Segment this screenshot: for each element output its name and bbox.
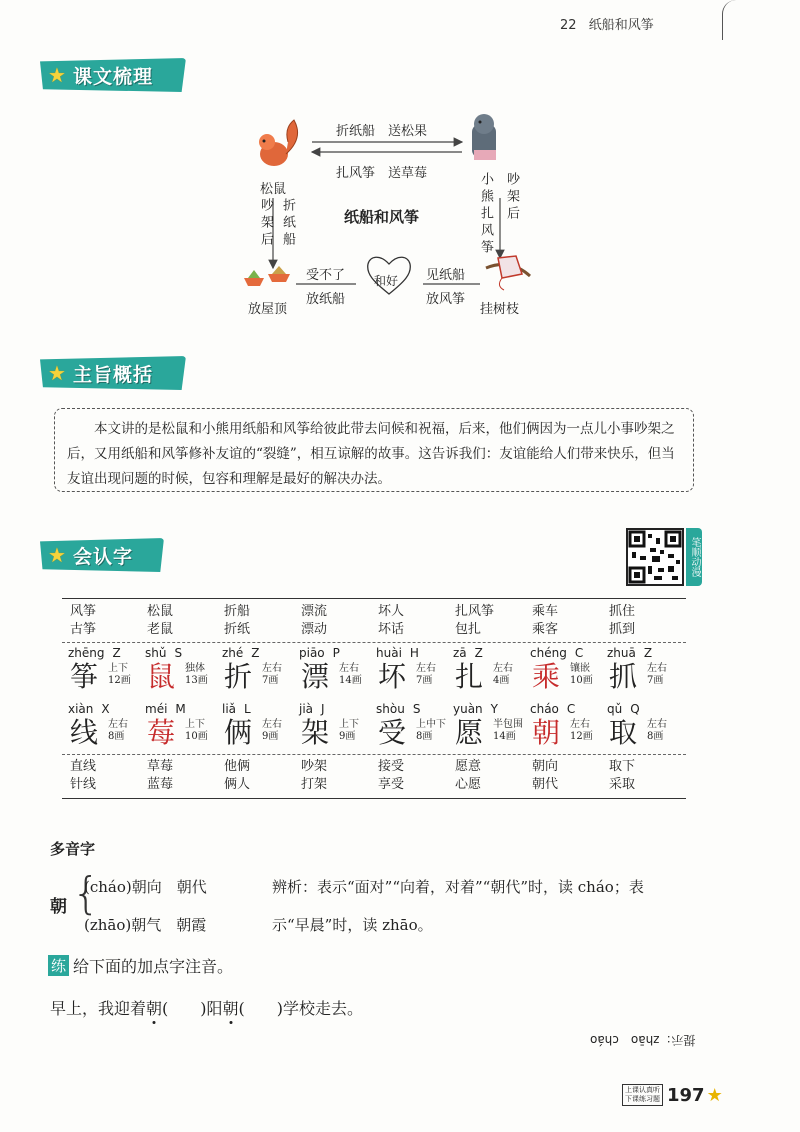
character: 折	[224, 660, 253, 693]
character: 扎	[455, 660, 484, 693]
polyphone-char: 朝	[50, 897, 67, 917]
character-card	[220, 702, 297, 756]
answer-blank-1[interactable]: ( )阳	[162, 999, 223, 1018]
word: 接受	[378, 759, 405, 774]
table-divider	[62, 642, 686, 643]
structure-info: 独体 13画	[185, 663, 208, 686]
structure-info: 上下 12画	[108, 663, 131, 686]
index-letter: Y	[490, 702, 499, 716]
word: 他俩	[224, 759, 251, 774]
structure-info: 左右 14画	[339, 663, 362, 686]
index-letter: M	[175, 702, 186, 716]
pinyin: chéng C	[530, 646, 584, 660]
qr-tag: 笔顺动漫	[686, 528, 702, 586]
word: 折纸	[224, 622, 251, 637]
characters-row-1	[66, 646, 706, 700]
pinyin: liǎ L	[222, 702, 251, 716]
practice-tag: 练	[48, 955, 69, 976]
index-letter: Q	[630, 702, 640, 716]
pinyin: xiàn X	[68, 702, 110, 716]
character-card	[66, 702, 143, 756]
practice-instruction: 给下面的加点字注音。	[73, 957, 234, 976]
table-top-rule	[62, 598, 686, 599]
pinyin: zhēng Z	[68, 646, 121, 660]
page-number: 197	[667, 1084, 705, 1106]
word: 老鼠	[147, 622, 174, 637]
paper-boat-icon	[244, 266, 290, 286]
structure-info: 左右 8画	[647, 719, 667, 742]
polyphone-title: 多音字	[50, 840, 96, 858]
pinyin: shòu S	[376, 702, 421, 716]
character: 俩	[224, 716, 253, 749]
word: 朝代	[532, 777, 559, 792]
word-pair	[609, 758, 686, 794]
section-title-structure: ★ 课文梳理	[40, 58, 186, 92]
lesson-number: 22	[560, 18, 577, 33]
corner-decoration	[722, 0, 736, 40]
heart-label: 和好	[374, 274, 399, 288]
word: 采取	[609, 777, 636, 792]
note-line-1: 辨析：表示“面对”“向着，对着”“朝代”时，读 cháo；表	[272, 878, 644, 896]
word: 风筝	[70, 604, 97, 619]
dotted-char: 朝	[146, 999, 163, 1018]
word: 松鼠	[147, 604, 174, 619]
section-title-summary: ★ 主旨概括	[40, 356, 186, 390]
dotted-char: 朝	[222, 999, 239, 1018]
footer-motto: 上课认真听 下课练习题	[622, 1084, 663, 1106]
pinyin: cháo C	[530, 702, 576, 716]
structure-info: 左右 7画	[416, 663, 436, 686]
character: 取	[609, 716, 638, 749]
word-pair	[147, 603, 224, 639]
word-pair	[532, 758, 609, 794]
structure-info: 左右 8画	[108, 719, 128, 742]
structure-info: 左右 7画	[647, 663, 667, 686]
index-letter: H	[409, 646, 419, 660]
table-bottom-rule	[62, 798, 686, 799]
word: 漂动	[301, 622, 328, 637]
word: 乘客	[532, 622, 559, 637]
story-diagram	[240, 108, 570, 328]
right-column-2: 吵架后	[504, 172, 519, 223]
word: 抓到	[609, 622, 636, 637]
pinyin: zhé Z	[222, 646, 260, 660]
character: 乘	[532, 660, 561, 693]
structure-info: 左右 12画	[570, 719, 593, 742]
word-pair	[609, 603, 686, 639]
left-column-2: 折纸船	[280, 198, 295, 249]
pinyin: yuàn Y	[453, 702, 499, 716]
star-icon: ★	[48, 543, 67, 567]
top-arrow-label: 折纸船 送松果	[336, 124, 428, 139]
section-title-characters: ★ 会认字	[40, 538, 164, 572]
pinyin: zā Z	[453, 646, 483, 660]
structure-info: 左右 9画	[262, 719, 282, 742]
character: 线	[70, 716, 99, 749]
summary-box: 本文讲的是松鼠和小熊用纸船和风筝给彼此带去问候和祝福，后来，他们俩因为一点儿小事吵架之后，又用纸船和风筝修补友谊的“裂缝”，相互谅解的故事。这告诉我们：友谊能给人们带来快乐，但当友谊出现问题的时候，包容和理解是最好的解决办法。	[54, 408, 694, 492]
mascot-star-icon: ★	[706, 1084, 723, 1106]
word-pair	[301, 603, 378, 639]
index-letter: Z	[251, 646, 260, 660]
squirrel-label: 松鼠	[260, 182, 287, 197]
word: 古筝	[70, 622, 97, 637]
character: 坏	[378, 660, 407, 693]
word-pair	[147, 758, 224, 794]
mid-right-top: 见纸船	[426, 268, 466, 283]
word: 心愿	[455, 777, 482, 792]
character: 鼠	[147, 660, 176, 693]
word: 吵架	[301, 759, 328, 774]
character: 抓	[609, 660, 638, 693]
character: 架	[301, 716, 330, 749]
character-card	[528, 702, 605, 756]
brace-icon: {	[72, 868, 100, 919]
index-letter: X	[101, 702, 110, 716]
pinyin: shǔ S	[145, 646, 183, 660]
word: 俩人	[224, 777, 251, 792]
lesson-title: 纸船和风筝	[588, 18, 654, 33]
word-pair	[378, 603, 455, 639]
reading-2: (zhāo)朝气 朝霞	[84, 916, 207, 934]
character-card	[297, 646, 374, 700]
word-pair	[378, 758, 455, 794]
note-line-2: 示“早晨”时，读 zhāo。	[272, 916, 433, 934]
character-card	[66, 646, 143, 700]
structure-info: 左右 7画	[262, 663, 282, 686]
star-icon: ★	[48, 361, 67, 385]
characters-row-2	[66, 702, 706, 756]
practice-heading	[48, 954, 233, 977]
qr-code-icon	[628, 530, 682, 584]
index-letter: S	[412, 702, 421, 716]
word: 直线	[70, 759, 97, 774]
word: 取下	[609, 759, 636, 774]
structure-info: 镶嵌 10画	[570, 663, 593, 686]
page-header	[560, 14, 720, 33]
character: 漂	[301, 660, 330, 693]
word: 漂流	[301, 604, 328, 619]
index-letter: Z	[474, 646, 483, 660]
word: 朝向	[532, 759, 559, 774]
bottom-arrow-label: 扎风筝 送草莓	[336, 166, 428, 181]
character-card	[605, 702, 682, 756]
character-card	[297, 702, 374, 756]
character: 朝	[532, 716, 561, 749]
top-words-row	[70, 603, 710, 639]
squirrel-icon	[259, 120, 298, 166]
left-column-1: 吵架后	[258, 198, 273, 249]
character-card	[374, 646, 451, 700]
index-letter: L	[244, 702, 251, 716]
reading-1: (cháo)朝向 朝代	[84, 878, 207, 896]
character: 受	[378, 716, 407, 749]
word: 享受	[378, 777, 405, 792]
word: 乘车	[532, 604, 559, 619]
structure-info: 上下 9画	[339, 719, 359, 742]
word-pair	[224, 758, 301, 794]
pinyin: qǔ Q	[607, 702, 640, 716]
structure-info: 上下 10画	[185, 719, 208, 742]
exercise-sentence: 早上，我迎着朝( )阳朝( )学校走去。	[50, 999, 364, 1018]
word: 包扎	[455, 622, 482, 637]
bottom-left-label: 放屋顶	[248, 302, 288, 317]
character: 莓	[147, 716, 176, 749]
pinyin: huài H	[376, 646, 419, 660]
word-pair	[224, 603, 301, 639]
word-pair	[455, 603, 532, 639]
pinyin: zhuā Z	[607, 646, 653, 660]
word-pair	[70, 758, 147, 794]
qr-code[interactable]	[626, 528, 684, 586]
word: 坏话	[378, 622, 405, 637]
index-letter: S	[174, 646, 183, 660]
right-column-1: 小熊扎风筝	[478, 172, 493, 257]
word: 草莓	[147, 759, 174, 774]
bear-icon	[472, 114, 496, 160]
word-pair	[70, 603, 147, 639]
mid-left-top: 受不了	[306, 268, 346, 283]
kite-on-branch-icon	[486, 256, 530, 290]
pinyin: piāo P	[299, 646, 340, 660]
word-pair	[455, 758, 532, 794]
answer-hint: 提示：zhāo cháo	[590, 1033, 696, 1047]
character: 筝	[70, 660, 99, 693]
index-letter: P	[332, 646, 340, 660]
index-letter: Z	[643, 646, 653, 660]
mid-right-bottom: 放风筝	[426, 292, 466, 307]
structure-info: 半包围 14画	[493, 719, 523, 742]
character-card	[528, 646, 605, 700]
structure-info: 上中下 8画	[416, 719, 446, 742]
index-letter: Z	[112, 646, 121, 660]
character-card	[220, 646, 297, 700]
index-letter: C	[574, 646, 584, 660]
index-letter: C	[566, 702, 576, 716]
character-card	[374, 702, 451, 756]
bottom-right-label: 挂树枝	[480, 302, 520, 317]
word: 蓝莓	[147, 777, 174, 792]
bottom-words-row	[70, 758, 710, 794]
pinyin: méi M	[145, 702, 186, 716]
table-divider	[62, 754, 686, 755]
character: 愿	[455, 716, 484, 749]
word: 坏人	[378, 604, 405, 619]
character-card	[143, 646, 220, 700]
structure-info: 左右 4画	[493, 663, 513, 686]
word: 愿意	[455, 759, 482, 774]
word-pair	[532, 603, 609, 639]
word: 扎风筝	[455, 604, 495, 619]
word-pair	[301, 758, 378, 794]
index-letter: J	[321, 702, 325, 716]
star-icon: ★	[48, 63, 67, 87]
word: 折船	[224, 604, 251, 619]
page-footer	[622, 1082, 723, 1108]
word: 打架	[301, 777, 328, 792]
pinyin: jià J	[299, 702, 325, 716]
word: 针线	[70, 777, 97, 792]
character-card	[451, 702, 528, 756]
answer-blank-2[interactable]: ( )学校走去。	[238, 999, 364, 1018]
mid-left-bottom: 放纸船	[306, 292, 346, 307]
character-card	[451, 646, 528, 700]
diagram-center-title: 纸船和风筝	[344, 208, 420, 226]
character-card	[605, 646, 682, 700]
character-card	[143, 702, 220, 756]
word: 抓住	[609, 604, 636, 619]
